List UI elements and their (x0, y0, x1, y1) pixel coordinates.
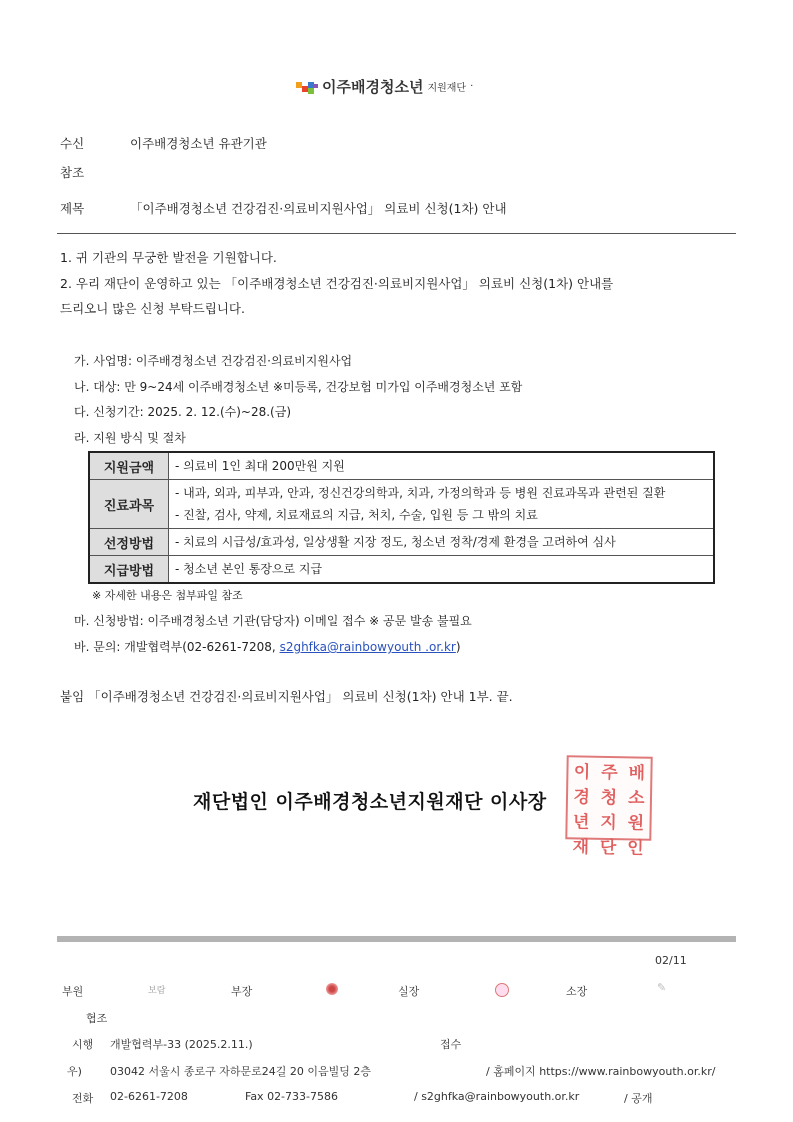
contact-suffix: ) (455, 640, 461, 654)
item-contact (74, 638, 461, 655)
approver-stamp-icon (495, 983, 509, 1000)
postal-label: 우) (67, 1065, 82, 1078)
row-desc-line: - 내과, 외과, 피부과, 안과, 정신건강의학과, 치과, 가정의학과 등 병원 진료과목과 관련된 질환 (175, 486, 666, 500)
approver-role: 부장 (231, 985, 253, 998)
reference-label: 참조 (60, 165, 85, 180)
row-head-departments: 진료과목 (89, 480, 169, 529)
seal-character: 인 (627, 838, 644, 859)
item-target: 나. 대상: 만 9~24세 이주배경청소년 ※미등록, 건강보험 미가입 이주배경청소년 포함 (74, 380, 523, 394)
table-row (89, 529, 714, 556)
subject-value: 「이주배경청소년 건강검진·의료비지원사업」 의료비 신청(1차) 안내 (130, 201, 507, 216)
table-row (89, 556, 714, 584)
item-period: 다. 신청기간: 2025. 2. 12.(수)~28.(금) (74, 405, 292, 419)
item-application: 마. 신청방법: 이주배경청소년 기관(담당자) 이메일 접수 ※ 공문 발송 불필요 (74, 614, 472, 628)
attachment-note: ※ 자세한 내용은 첨부파일 참조 (92, 589, 243, 602)
item-project-name: 가. 사업명: 이주배경청소년 건강검진·의료비지원사업 (74, 354, 353, 368)
seal-character: 재 (572, 837, 590, 858)
seal-character: 청 (600, 787, 618, 809)
contact-email-link[interactable]: s2ghfka@rainbowyouth .or.kr (279, 640, 456, 654)
row-desc (169, 480, 715, 529)
table-row (89, 452, 714, 480)
row-head-selection: 선정방법 (89, 529, 169, 556)
item-method-title: 라. 지원 방식 및 절차 (74, 431, 186, 445)
recipient-value: 이주배경청소년 유관기관 (130, 136, 267, 151)
signature-title: 재단법인 이주배경청소년지원재단 이사장 (193, 791, 547, 813)
page-number: 02/11 (655, 954, 687, 967)
row-desc-line: - 진찰, 검사, 약제, 치료재료의 지급, 처치, 수술, 입원 등 그 밖의 치료 (175, 508, 538, 522)
seal-character: 경 (573, 787, 591, 808)
table-row (89, 480, 714, 529)
seal-character: 주 (601, 762, 618, 784)
logo-suffix: 지원재단 (427, 83, 467, 94)
footer-divider (57, 936, 736, 942)
approver-role: 소장 (566, 985, 588, 998)
attachment-line: 붙임 「이주배경청소년 건강검진·의료비지원사업」 의료비 신청(1차) 안내 1부. 끝. (60, 689, 513, 704)
row-desc: - 치료의 시급성/효과성, 일상생활 지장 정도, 청소년 정착/경제 환경을 고려하여 심사 (169, 529, 715, 556)
body-line-1: 1. 귀 기관의 무궁한 발전을 기원합니다. (60, 250, 277, 265)
subject-label: 제목 (60, 201, 85, 216)
logo-mosaic-icon (296, 80, 318, 94)
row-desc: - 의료비 1인 최대 200만원 지원 (169, 452, 715, 480)
seal-character: 단 (599, 837, 617, 859)
approver-role: 실장 (398, 985, 420, 998)
row-desc: - 청소년 본인 통장으로 지급 (169, 556, 715, 584)
seal-character: 배 (628, 763, 646, 784)
approver-role: 부원 (62, 985, 84, 998)
seal-character: 년 (572, 812, 590, 833)
email: / s2ghfka@rainbowyouth.or.kr (414, 1090, 580, 1103)
seal-character: 이 (573, 762, 591, 783)
row-head-amount: 지원금액 (89, 452, 169, 480)
logo-name: 이주배경청소년 (322, 78, 424, 96)
disclosure: / 공개 (624, 1092, 653, 1105)
receive-label: 접수 (440, 1038, 462, 1051)
approver-stamp-icon (326, 983, 338, 998)
row-head-payment: 지급방법 (89, 556, 169, 584)
seal-character: 소 (627, 788, 645, 809)
homepage: / 홈페이지 https://www.rainbowyouth.or.kr/ (486, 1065, 716, 1078)
seal-character: 지 (600, 812, 617, 834)
approver-signature: 보람 (148, 986, 166, 996)
approver-signature-icon: ✎ (657, 981, 667, 994)
foundation-logo: 이주배경청소년 지원재단 · (296, 76, 473, 97)
address: 03042 서울시 종로구 자하문로24길 20 이음빌딩 2층 (110, 1065, 371, 1078)
official-seal (565, 755, 652, 859)
body-line-2a: 2. 우리 재단이 운영하고 있는 「이주배경청소년 건강검진·의료비지원사업」 의료비 신청(1차) 안내를 (60, 276, 614, 291)
phone-value: 02-6261-7208 (110, 1090, 188, 1103)
seal-character: 원 (627, 813, 645, 834)
body-line-2b: 드리오니 많은 신청 부탁드립니다. (60, 301, 245, 316)
header-divider (57, 233, 736, 234)
exec-label: 시행 (72, 1038, 94, 1051)
cooperation-label: 협조 (86, 1012, 108, 1025)
recipient-label: 수신 (60, 136, 85, 151)
exec-value: 개발협력부-33 (2025.2.11.) (110, 1038, 253, 1051)
fax: Fax 02-733-7586 (245, 1090, 338, 1103)
support-procedure-table (88, 451, 715, 584)
contact-prefix: 바. 문의: 개발협력부(02-6261-7208, (74, 640, 276, 654)
phone-label: 전화 (72, 1092, 94, 1105)
